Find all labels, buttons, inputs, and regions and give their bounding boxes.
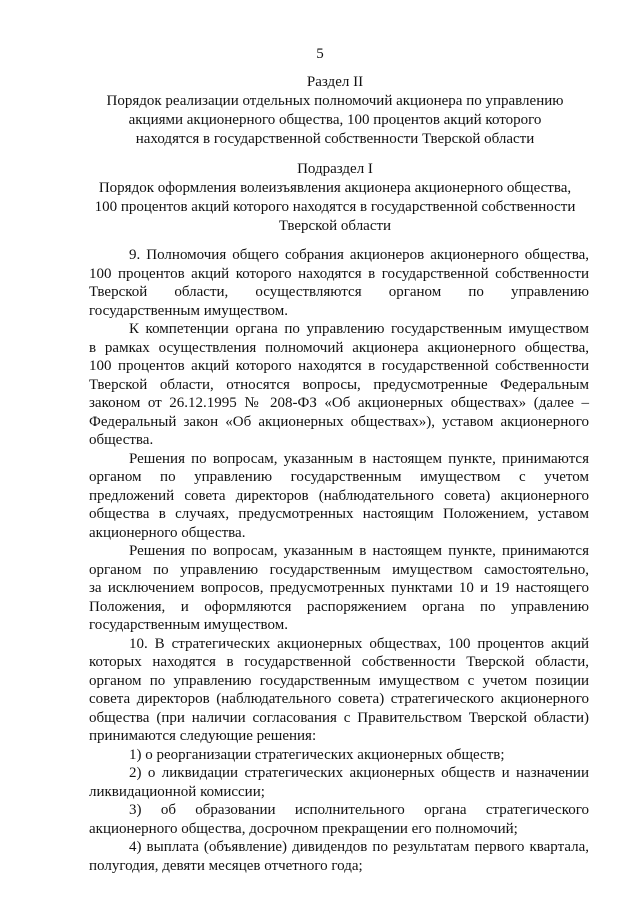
paragraph — [89, 801, 589, 838]
paragraph-line: принимаются следующие решения: — [89, 728, 317, 744]
paragraph-line: 1) о реорганизации стратегических акционерных обществ; — [129, 746, 505, 763]
paragraph-line: государственным имуществом. — [89, 302, 288, 319]
paragraph — [89, 838, 589, 875]
paragraph-line: Решения по вопросам, указанным в настоящем пункте, принимаются — [129, 450, 589, 467]
paragraph-line: Тверской области, осуществляются органом по управлению — [89, 284, 589, 300]
body-text — [89, 246, 589, 875]
subsection-heading — [80, 160, 590, 236]
section-title-line: акциями акционерного общества, 100 процентов акций которого — [128, 112, 542, 128]
paragraph-line: Тверской области, относятся вопросы, предусмотренные Федеральным — [89, 376, 589, 393]
paragraph-line: Положения, и оформляются распоряжением органа по управлению — [89, 598, 589, 615]
paragraph — [89, 542, 589, 635]
paragraph — [89, 320, 589, 450]
paragraph-line: 2) о ликвидации стратегических акционерных обществ и назначении — [129, 765, 589, 781]
section-label: Раздел II — [306, 74, 364, 90]
paragraph-line: 3) об образовании исполнительного органа стратегического — [129, 802, 589, 818]
paragraph-line: общества в случаях, предусмотренных настоящим Положением, уставом — [89, 506, 589, 522]
subsection-label: Подраздел I — [297, 161, 373, 177]
paragraph-line: законом от 26.12.1995 № 208-ФЗ «Об акционерных обществах» (далее – — [89, 395, 589, 411]
paragraph — [89, 764, 589, 801]
subsection-title-line: 100 процентов акций которого находятся в государственной собственности — [94, 199, 576, 215]
paragraph — [89, 246, 589, 320]
paragraph-line: которых находятся в государственной собственности Тверской области, — [89, 654, 589, 670]
section-title-line: Порядок реализации отдельных полномочий акционера по управлению — [106, 93, 564, 109]
paragraph — [89, 450, 589, 543]
paragraph — [89, 635, 589, 746]
paragraph-line: Решения по вопросам, указанным в настоящем пункте, принимаются — [129, 543, 589, 559]
paragraph-line: ликвидационной комиссии; — [89, 783, 265, 800]
paragraph-line: акционерного общества, досрочном прекращении его полномочий; — [89, 820, 518, 837]
paragraph-line: в рамках осуществления полномочий акционера акционерного общества, — [89, 339, 589, 356]
paragraph-line: совета директоров (наблюдательного совета) стратегического акционерного — [89, 691, 589, 707]
paragraph-line: 9. Полномочия общего собрания акционеров акционерного общества, — [129, 247, 589, 263]
paragraph-line: органом по управлению государственным имуществом самостоятельно, — [89, 561, 589, 578]
paragraph-line: общества (при наличии согласования с Правительством Тверской области) — [89, 709, 589, 726]
paragraph-line: 4) выплата (объявление) дивидендов по результатам первого квартала, — [129, 839, 589, 855]
paragraph-line: за исключением вопросов, предусмотренных пунктами 10 и 19 настоящего — [89, 580, 589, 596]
paragraph-line: государственным имуществом. — [89, 617, 288, 633]
paragraph-line: 100 процентов акций которого находятся в государственной собственности — [89, 358, 589, 374]
subsection-title-line: Порядок оформления волеизъявления акционера акционерного общества, — [98, 180, 572, 196]
paragraph — [89, 746, 589, 765]
paragraph-line: Федеральный закон «Об акционерных обществах»), уставом акционерного — [89, 413, 589, 430]
paragraph-line: полугодия, девяти месяцев отчетного года; — [89, 857, 363, 874]
paragraph-line: предложений совета директоров (наблюдательного совета) акционерного — [89, 487, 589, 504]
paragraph-line: 100 процентов акций которого находятся в государственной собственности — [89, 265, 589, 282]
section-title-line: находятся в государственной собственности Тверской области — [135, 131, 535, 147]
paragraph-line: органом по управлению государственным имуществом с учетом — [89, 469, 589, 485]
paragraph-line: общества. — [89, 432, 154, 448]
subsection-title-line: Тверской области — [278, 218, 392, 234]
paragraph-line: К компетенции органа по управлению государственным имуществом — [129, 321, 589, 337]
page-number: 5 — [316, 46, 324, 62]
paragraph-line: акционерного общества. — [89, 524, 246, 541]
section-heading — [80, 73, 590, 149]
paragraph-line: 10. В стратегических акционерных обществах, 100 процентов акций — [129, 635, 589, 652]
paragraph-line: органом по управлению государственным имуществом с учетом позиции — [89, 672, 589, 689]
